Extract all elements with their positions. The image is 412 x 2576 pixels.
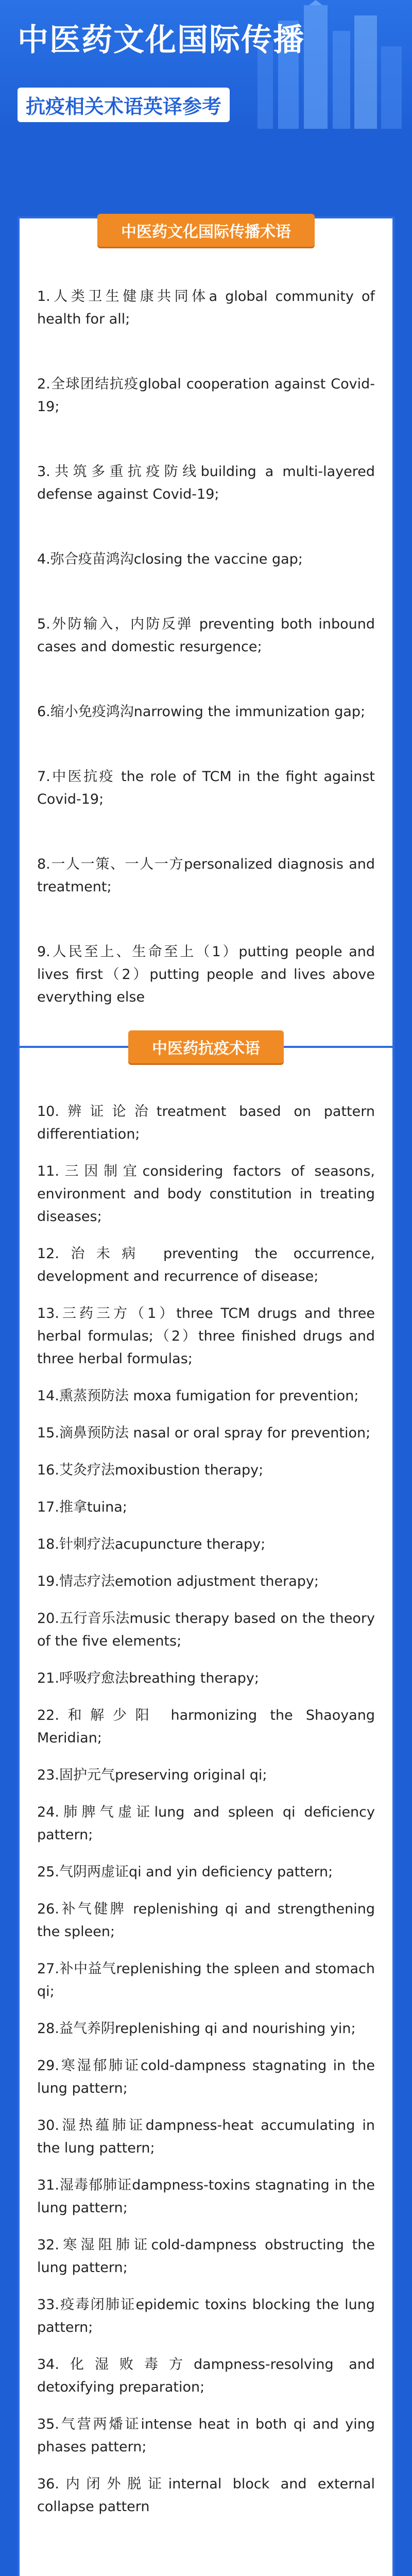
list-item: 33.疫毒闭肺证epidemic toxins blocking the lung pattern; [37, 2297, 375, 2335]
list-item: 16.艾灸疗法moxibustion therapy; [37, 1462, 264, 1478]
list-item: 26.补气健脾 replenishing qi and strengthening the spleen; [37, 1901, 375, 1940]
list-item: 13.三药三方（1）three TCM drugs and three herbal formulas;（2）three finished drugs and three herbal formulas; [37, 1306, 375, 1367]
header-banner [0, 0, 412, 129]
list-item: 19.情志疗法emotion adjustment therapy; [37, 1573, 319, 1589]
list-item: 14.熏蒸预防法 moxa fumigation for prevention; [37, 1388, 359, 1404]
list-item: 22.和解少阳 harmonizing the Shaoyang Meridian; [37, 1707, 375, 1746]
list-item: 23.固护元气preserving original qi; [37, 1767, 267, 1783]
list-item: 24.肺脾气虚证lung and spleen qi deficiency pattern; [37, 1804, 375, 1843]
term-list [37, 285, 375, 1051]
list-item: 32.寒湿阻肺证cold-dampness obstructing the lung pattern; [37, 2237, 375, 2276]
list-item: 35.气营两燔证intense heat in both qi and ying phases pattern; [37, 2416, 375, 2455]
section-card-anti-epidemic-terms [18, 1046, 394, 2576]
list-item: 21.呼吸疗愈法breathing therapy; [37, 1670, 259, 1686]
section-card-communication-terms [18, 216, 394, 1061]
list-item: 31.湿毒郁肺证dampness-toxins stagnating in the lung pattern; [37, 2177, 375, 2216]
list-item: 2.全球团结抗疫global cooperation against Covid-19; [37, 376, 375, 415]
list-item: 6.缩小免疫鸿沟narrowing the immunization gap; [37, 704, 366, 720]
page-subtitle: 抗疫相关术语英译参考 [18, 88, 230, 122]
section-title-communication-terms: 中医药文化国际传播术语 [97, 214, 315, 247]
list-item: 8.一人一策、一人一方personalized diagnosis and treatment; [37, 856, 375, 895]
list-item: 30.湿热蕴肺证dampness-heat accumulating in the lung pattern; [37, 2117, 375, 2156]
list-item: 5.外防输入，内防反弹 preventing both inbound cases and domestic resurgence; [37, 616, 375, 655]
term-list [37, 1100, 375, 2533]
list-item: 18.针刺疗法acupuncture therapy; [37, 1536, 266, 1552]
list-item: 3.共筑多重抗疫防线building a multi-layered defense against Covid-19; [37, 464, 375, 502]
list-item: 9.人民至上、生命至上（1）putting people and lives first（2）putting people and lives above everything else [37, 944, 375, 1005]
list-item: 1.人类卫生健康共同体a global community of health for all; [37, 289, 375, 327]
list-item: 17.推拿tuina; [37, 1499, 127, 1515]
list-item: 7.中医抗疫 the role of TCM in the fight against Covid-19; [37, 769, 375, 807]
list-item: 10.辨证论治treatment based on pattern differentiation; [37, 1104, 375, 1142]
list-item: 12.治未病 preventing the occurrence, development and recurrence of disease; [37, 1246, 375, 1284]
list-item: 34.化湿败毒方dampness-resolving and detoxifying preparation; [37, 2357, 375, 2395]
list-item: 25.气阴两虚证qi and yin deficiency pattern; [37, 1864, 333, 1880]
list-item: 4.弥合疫苗鸿沟closing the vaccine gap; [37, 551, 303, 567]
page-title: 中医药文化国际传播 [18, 22, 305, 58]
section-title-anti-epidemic-terms: 中医药抗疫术语 [128, 1030, 284, 1063]
list-item: 20.五行音乐法music therapy based on the theory of the five elements; [37, 1611, 375, 1649]
list-item: 28.益气养阴replenishing qi and nourishing yin; [37, 2021, 356, 2037]
list-item: 11.三因制宜considering factors of seasons, environment and body constitution in treating diseases; [37, 1163, 375, 1225]
list-item: 36.内闭外脱证internal block and external collapse pattern [37, 2476, 375, 2515]
list-item: 27.补中益气replenishing the spleen and stomach qi; [37, 1961, 375, 1999]
list-item: 29.寒湿郁肺证cold-dampness stagnating in the lung pattern; [37, 2058, 375, 2096]
list-item: 15.滴鼻预防法 nasal or oral spray for prevention; [37, 1425, 371, 1441]
